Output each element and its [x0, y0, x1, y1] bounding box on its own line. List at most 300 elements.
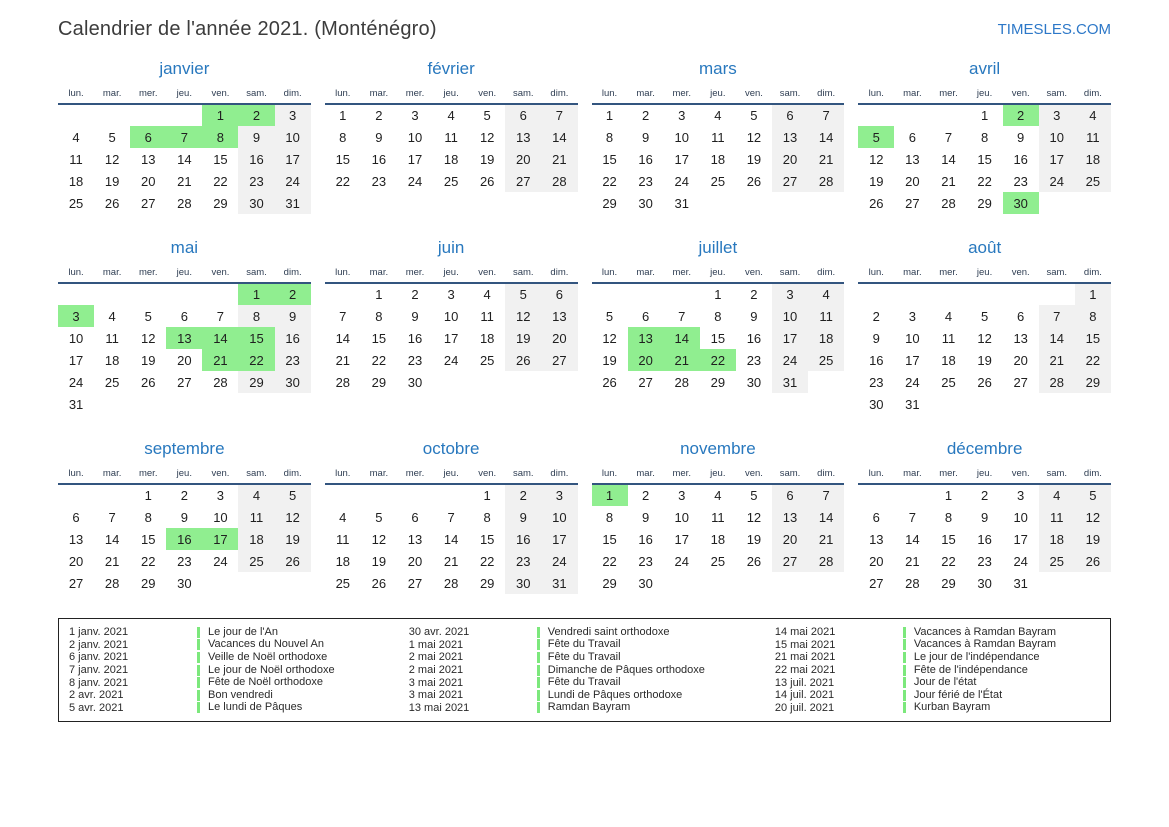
day-cell: 18	[68, 173, 84, 189]
day-cell: 3	[58, 305, 94, 327]
legend-holiday-name: Fête du Travail	[537, 677, 621, 688]
day-cell: 4	[714, 488, 722, 503]
day-cell: 19	[746, 151, 762, 167]
day-cell: 2	[505, 484, 541, 506]
day-cell: 5	[275, 484, 311, 506]
day-header: ven.	[744, 88, 763, 99]
day-cell: 19	[869, 173, 884, 189]
day-cell: 28	[941, 195, 956, 211]
day-cell: 10	[674, 129, 689, 145]
day-cell: 5	[144, 308, 152, 324]
day-cell: 11	[711, 509, 725, 525]
day-cell: 27	[177, 374, 192, 390]
day-header: lun.	[68, 468, 84, 479]
day-cell: 24	[407, 173, 423, 189]
day-cell: 7	[166, 126, 202, 148]
day-cell: 4	[72, 129, 80, 145]
legend-holiday-name: Le jour de l'indépendance	[903, 652, 1040, 663]
day-cell: 6	[180, 308, 188, 324]
day-cell: 29	[238, 371, 274, 393]
day-cell: 23	[371, 173, 387, 189]
day-cell: 29	[479, 575, 495, 591]
legend-entry	[409, 702, 771, 715]
day-cell: 20	[905, 173, 920, 189]
day-cell: 3	[1017, 488, 1025, 503]
day-header: dim.	[283, 267, 302, 278]
day-cell: 25	[443, 173, 459, 189]
day-cell: 30	[977, 575, 992, 591]
day-cell: 4	[714, 108, 722, 123]
day-cell: 3	[678, 108, 686, 123]
day-header: dim.	[1083, 267, 1102, 278]
legend-holiday-name: Fête de l'indépendance	[903, 665, 1028, 676]
day-cell: 7	[944, 129, 953, 145]
day-header: ven.	[211, 468, 230, 479]
day-cell: 13	[141, 151, 156, 167]
day-header: lun.	[868, 468, 884, 479]
day-cell: 24	[541, 550, 577, 572]
day-cell: 5	[605, 308, 614, 324]
legend-holiday-name: Bon vendredi	[197, 690, 273, 701]
day-cell: 22	[602, 553, 617, 569]
day-cell: 16	[638, 531, 653, 547]
day-header: jeu.	[976, 88, 993, 99]
day-header: dim.	[550, 88, 569, 99]
day-cell: 28	[335, 374, 351, 390]
day-cell: 27	[772, 550, 808, 572]
day-cell: 6	[772, 484, 808, 506]
day-cell: 10	[443, 308, 459, 324]
legend-entry	[775, 664, 1104, 677]
day-cell: 25	[238, 550, 274, 572]
day-cell: 11	[1039, 506, 1075, 528]
day-cell: 2	[750, 287, 758, 302]
day-cell: 21	[1039, 349, 1075, 371]
day-header: dim.	[283, 88, 302, 99]
day-cell: 4	[808, 283, 844, 305]
day-cell: 15	[941, 531, 956, 547]
day-cell: 12	[104, 151, 120, 167]
day-cell: 31	[772, 371, 808, 393]
day-cell: 3	[216, 488, 225, 503]
empty-cell	[772, 192, 808, 214]
day-cell: 19	[479, 151, 495, 167]
day-cell: 18	[238, 528, 274, 550]
day-cell: 20	[772, 148, 808, 170]
day-cell: 19	[977, 352, 992, 368]
day-cell: 2	[642, 108, 650, 123]
day-cell: 8	[144, 509, 152, 525]
day-cell: 12	[141, 330, 156, 346]
legend-entry	[69, 626, 405, 639]
empty-cell	[628, 283, 664, 305]
day-cell: 15	[710, 330, 726, 346]
day-cell: 11	[941, 330, 956, 346]
legend-entry	[69, 639, 405, 652]
month-title: avril	[969, 59, 1001, 78]
day-cell: 15	[141, 531, 156, 547]
day-cell: 13	[772, 506, 808, 528]
day-cell: 13	[505, 126, 541, 148]
empty-cell	[700, 572, 736, 594]
empty-cell	[58, 104, 94, 126]
legend-entry	[775, 651, 1104, 664]
day-cell: 7	[908, 509, 916, 525]
legend-column	[409, 626, 771, 714]
day-cell: 11	[711, 129, 725, 145]
day-cell: 15	[602, 151, 617, 167]
empty-cell	[664, 283, 700, 305]
day-cell: 6	[72, 509, 80, 525]
month-title: décembre	[946, 439, 1023, 458]
day-cell: 1	[483, 488, 491, 503]
day-header: ven.	[478, 267, 497, 278]
day-cell: 9	[180, 509, 188, 525]
day-cell: 9	[750, 308, 758, 324]
month-title: novembre	[680, 439, 756, 458]
month-title: août	[968, 238, 1002, 257]
month-title: juin	[437, 238, 465, 257]
day-header: mer.	[939, 468, 958, 479]
legend-date: 15 mai 2021	[774, 638, 836, 651]
day-header: sam.	[512, 267, 534, 278]
legend-date: 20 juil. 2021	[774, 701, 835, 714]
empty-cell	[858, 484, 894, 506]
day-cell: 9	[375, 129, 383, 145]
day-header: ven.	[211, 267, 230, 278]
day-header: mar.	[903, 88, 922, 99]
legend-date: 14 juil. 2021	[774, 689, 835, 702]
empty-cell	[166, 393, 202, 415]
day-cell: 23	[177, 553, 192, 569]
day-cell: 8	[483, 509, 491, 525]
legend-holiday-name: Kurban Bayram	[903, 702, 990, 713]
day-cell: 8	[375, 308, 383, 324]
empty-cell	[238, 572, 274, 594]
day-cell: 20	[628, 349, 664, 371]
day-cell: 14	[808, 506, 844, 528]
day-cell: 1	[202, 104, 238, 126]
day-cell: 1	[605, 108, 614, 123]
top-bar	[0, 0, 1169, 41]
empty-cell	[808, 192, 844, 214]
day-cell: 31	[68, 396, 84, 412]
site-link[interactable]: TIMESLES.COM	[997, 21, 1111, 38]
legend-date: 2 janv. 2021	[69, 638, 129, 651]
day-cell: 30	[505, 572, 541, 594]
day-cell: 30	[638, 575, 653, 591]
day-cell: 6	[642, 308, 650, 324]
day-cell: 18	[479, 330, 495, 346]
legend-holiday-name: Le jour de l'An	[197, 627, 278, 638]
day-cell: 15	[213, 151, 228, 167]
day-header: mer.	[405, 468, 425, 479]
day-cell: 28	[808, 550, 844, 572]
day-cell: 29	[602, 575, 617, 591]
month-title: septembre	[144, 439, 225, 458]
day-cell: 30	[238, 192, 274, 214]
day-header: mer.	[939, 267, 958, 278]
day-cell: 31	[1013, 575, 1028, 591]
day-cell: 24	[772, 349, 808, 371]
day-cell: 11	[480, 308, 494, 324]
day-cell: 13	[1013, 330, 1028, 346]
legend-date: 5 avr. 2021	[69, 701, 124, 714]
day-cell: 20	[1013, 352, 1028, 368]
legend-date: 7 janv. 2021	[69, 664, 129, 677]
day-header: lun.	[68, 267, 84, 278]
empty-cell	[202, 283, 238, 305]
day-cell: 17	[1013, 531, 1028, 547]
day-cell: 27	[541, 349, 577, 371]
legend-date: 13 juil. 2021	[774, 676, 835, 689]
day-cell: 11	[1075, 126, 1111, 148]
day-cell: 3	[541, 484, 577, 506]
empty-cell	[94, 484, 130, 506]
day-cell: 16	[1013, 151, 1028, 167]
empty-cell	[808, 371, 844, 393]
day-cell: 2	[180, 488, 188, 503]
empty-cell	[772, 572, 808, 594]
empty-cell	[894, 484, 930, 506]
day-cell: 31	[541, 572, 577, 594]
day-cell: 5	[858, 126, 894, 148]
day-cell: 4	[238, 484, 274, 506]
day-cell: 11	[808, 305, 844, 327]
day-header: mer.	[405, 267, 425, 278]
day-header: sam.	[779, 88, 801, 99]
day-cell: 30	[275, 371, 311, 393]
day-header: dim.	[1083, 468, 1102, 479]
day-header: sam.	[246, 267, 267, 278]
day-cell: 7	[678, 308, 686, 324]
day-cell: 1	[592, 484, 628, 506]
legend-entry	[775, 676, 1104, 689]
day-header: jeu.	[443, 88, 459, 99]
day-cell: 19	[505, 327, 541, 349]
legend-holiday-name: Jour férié de l'État	[903, 690, 1002, 701]
day-cell: 2	[275, 283, 311, 305]
month-novembre	[592, 435, 845, 594]
day-cell: 11	[238, 506, 274, 528]
day-cell: 8	[339, 129, 347, 145]
page-title: Calendrier de l'année 2021. (Monténégro)	[58, 18, 437, 40]
day-cell: 5	[750, 108, 758, 123]
day-cell: 17	[905, 352, 920, 368]
legend-entry	[409, 639, 771, 652]
day-cell: 17	[541, 528, 577, 550]
legend-date: 30 avr. 2021	[408, 626, 470, 639]
month-septembre	[58, 435, 311, 594]
month-title: janvier	[159, 59, 210, 78]
day-cell: 28	[104, 575, 120, 591]
day-cell: 24	[1013, 553, 1028, 569]
day-cell: 8	[980, 129, 989, 145]
legend-entry	[409, 664, 771, 677]
empty-cell	[967, 283, 1003, 305]
day-cell: 5	[483, 108, 491, 123]
empty-cell	[361, 484, 397, 506]
day-header: lun.	[335, 88, 351, 99]
day-cell: 9	[411, 308, 419, 324]
month-mars	[592, 55, 845, 214]
empty-cell	[1075, 393, 1111, 415]
day-header: lun.	[868, 88, 884, 99]
legend-entry	[775, 702, 1104, 715]
legend-entry	[775, 689, 1104, 702]
day-cell: 16	[746, 330, 762, 346]
day-cell: 14	[335, 330, 351, 346]
month-janvier	[58, 55, 311, 214]
day-header: sam.	[1046, 468, 1068, 479]
day-cell: 13	[166, 327, 202, 349]
day-cell: 14	[177, 151, 192, 167]
day-cell: 17	[275, 148, 311, 170]
day-cell: 10	[1013, 509, 1028, 525]
day-cell: 21	[202, 349, 238, 371]
empty-cell	[700, 192, 736, 214]
day-header: mar.	[369, 267, 389, 278]
day-cell: 26	[104, 195, 120, 211]
day-cell: 24	[905, 374, 920, 390]
day-header: lun.	[335, 267, 351, 278]
day-cell: 21	[664, 349, 700, 371]
day-cell: 27	[68, 575, 84, 591]
day-cell: 2	[1003, 104, 1039, 126]
day-cell: 31	[905, 396, 920, 412]
empty-cell	[541, 371, 577, 393]
day-cell: 16	[977, 531, 992, 547]
legend-entry	[775, 626, 1104, 639]
day-cell: 1	[375, 287, 383, 302]
day-cell: 29	[371, 374, 387, 390]
day-cell: 7	[808, 104, 844, 126]
empty-cell	[1039, 393, 1075, 415]
day-cell: 21	[104, 553, 120, 569]
day-cell: 5	[750, 488, 758, 503]
day-cell: 14	[941, 151, 956, 167]
day-cell: 13	[869, 531, 884, 547]
day-cell: 12	[479, 129, 495, 145]
day-cell: 24	[674, 553, 689, 569]
empty-cell	[130, 393, 166, 415]
day-cell: 28	[177, 195, 192, 211]
legend-holiday-name: Jour de l'état	[903, 677, 977, 688]
day-cell: 29	[710, 374, 726, 390]
legend-entry	[69, 702, 405, 715]
empty-cell	[664, 572, 700, 594]
day-cell: 15	[479, 531, 495, 547]
day-cell: 1	[714, 287, 722, 302]
day-cell: 21	[905, 553, 920, 569]
legend-date: 1 janv. 2021	[69, 626, 129, 639]
day-cell: 13	[68, 531, 84, 547]
empty-cell	[1003, 283, 1039, 305]
day-header: jeu.	[443, 267, 459, 278]
day-cell: 25	[104, 374, 120, 390]
day-cell: 30	[177, 575, 192, 591]
day-header: mar.	[903, 468, 922, 479]
month-juin	[325, 234, 578, 393]
day-cell: 23	[977, 553, 992, 569]
day-header: lun.	[601, 88, 618, 99]
day-cell: 17	[443, 330, 459, 346]
day-cell: 6	[772, 104, 808, 126]
day-cell: 21	[941, 173, 956, 189]
day-cell: 18	[808, 327, 844, 349]
day-header: sam.	[246, 88, 267, 99]
legend-date: 13 mai 2021	[408, 701, 470, 714]
day-header: mer.	[138, 88, 158, 99]
empty-cell	[94, 393, 130, 415]
day-cell: 24	[443, 352, 459, 368]
day-cell: 28	[541, 170, 577, 192]
day-header: sam.	[779, 468, 801, 479]
legend-holiday-name: Vendredi saint orthodoxe	[537, 627, 670, 638]
legend-column	[775, 626, 1104, 714]
legend-holiday-name: Vacances à Ramdan Bayram	[903, 639, 1056, 650]
empty-cell	[930, 104, 966, 126]
day-cell: 30	[638, 195, 653, 211]
day-cell: 6	[908, 129, 916, 145]
day-cell: 26	[977, 374, 992, 390]
day-cell: 10	[213, 509, 228, 525]
day-cell: 7	[447, 509, 455, 525]
day-cell: 17	[1039, 148, 1075, 170]
legend-holiday-name: Vacances du Nouvel An	[197, 639, 324, 650]
empty-cell	[202, 393, 238, 415]
day-cell: 27	[407, 575, 423, 591]
day-cell: 19	[371, 553, 387, 569]
day-cell: 25	[479, 352, 495, 368]
day-cell: 22	[700, 349, 736, 371]
day-cell: 16	[275, 327, 311, 349]
empty-cell	[58, 283, 94, 305]
day-cell: 10	[275, 126, 311, 148]
empty-cell	[894, 283, 930, 305]
months-grid	[58, 55, 1111, 594]
day-cell: 25	[941, 374, 956, 390]
legend-date: 8 janv. 2021	[69, 676, 129, 689]
day-cell: 14	[104, 531, 120, 547]
day-cell: 25	[808, 349, 844, 371]
day-cell: 6	[130, 126, 166, 148]
day-cell: 15	[602, 531, 617, 547]
day-cell: 22	[602, 173, 617, 189]
day-cell: 27	[869, 575, 884, 591]
day-cell: 27	[772, 170, 808, 192]
day-cell: 3	[772, 283, 808, 305]
day-header: jeu.	[710, 267, 726, 278]
empty-cell	[1075, 572, 1111, 594]
day-cell: 12	[746, 129, 762, 145]
day-cell: 19	[1075, 528, 1111, 550]
day-header: dim.	[550, 267, 569, 278]
day-cell: 28	[674, 374, 689, 390]
day-cell: 13	[905, 151, 920, 167]
empty-cell	[166, 283, 202, 305]
day-cell: 21	[541, 148, 577, 170]
legend-date: 2 avr. 2021	[69, 689, 124, 702]
empty-cell	[469, 371, 505, 393]
day-cell: 22	[238, 349, 274, 371]
day-header: lun.	[335, 468, 351, 479]
day-cell: 12	[746, 509, 762, 525]
day-cell: 17	[202, 528, 238, 550]
day-cell: 1	[944, 488, 953, 503]
day-cell: 30	[746, 374, 762, 390]
empty-cell	[1075, 192, 1111, 214]
